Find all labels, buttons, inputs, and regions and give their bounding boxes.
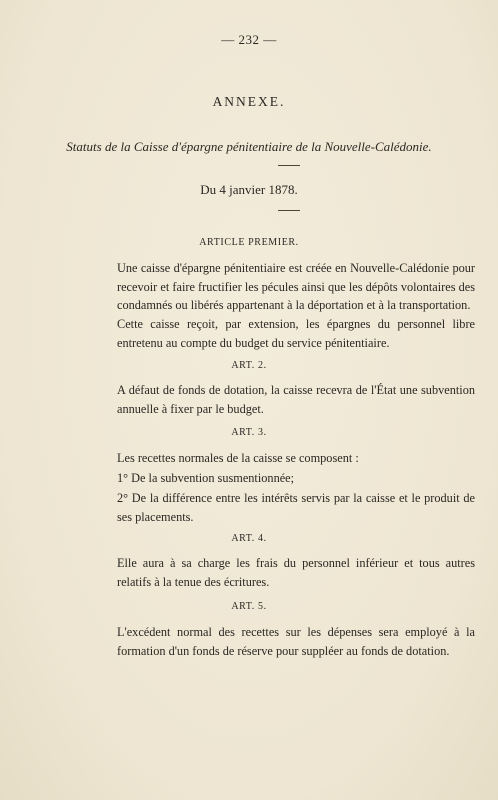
article-heading: ARTICLE PREMIER.: [199, 237, 299, 248]
document-date: Du 4 janvier 1878.: [200, 182, 298, 197]
page-title: ANNEXE.: [212, 94, 286, 109]
article-paragraph: L'excédent normal des recettes sur les dépenses sera employé à la formation d'un fonds de réserve pour suppléer au fonds de dotation.: [117, 625, 475, 658]
article-heading: ART. 2.: [231, 360, 267, 371]
article-list-item: 2° De la différence entre les intérêts servis par la caisse et le produit de ses placements.: [117, 491, 475, 524]
article-heading: ART. 3.: [231, 427, 267, 438]
divider-rule: [278, 210, 300, 211]
article-paragraph: Les recettes normales de la caisse se composent :: [117, 451, 359, 465]
article-heading: ART. 5.: [231, 601, 267, 612]
article-list-item: 1° De la subvention susmentionnée;: [117, 471, 295, 485]
article-paragraph: Cette caisse reçoit, par extension, les épargnes du personnel libre entretenu au compte du budget du service pénitentiaire.: [117, 317, 475, 350]
article-paragraph: Une caisse d'épargne pénitentiaire est créée en Nouvelle-Calédonie pour recevoir et faire fructifier les pécules ainsi que les dépôts volontaires des condamnés ou libérés appartenant à la déportation et à la transportation.: [117, 261, 475, 312]
divider-rule: [278, 165, 300, 166]
article-heading: ART. 4.: [231, 533, 267, 544]
article-paragraph: Elle aura à sa charge les frais du personnel inférieur et tous autres relatifs à la tenue des écritures.: [117, 556, 475, 589]
document-subtitle: Statuts de la Caisse d'épargne pénitentiaire de la Nouvelle-Calédonie.: [66, 139, 432, 154]
page-number: — 232 —: [221, 32, 277, 47]
article-paragraph: A défaut de fonds de dotation, la caisse recevra de l'État une subvention annuelle à fixer par le budget.: [117, 383, 475, 416]
